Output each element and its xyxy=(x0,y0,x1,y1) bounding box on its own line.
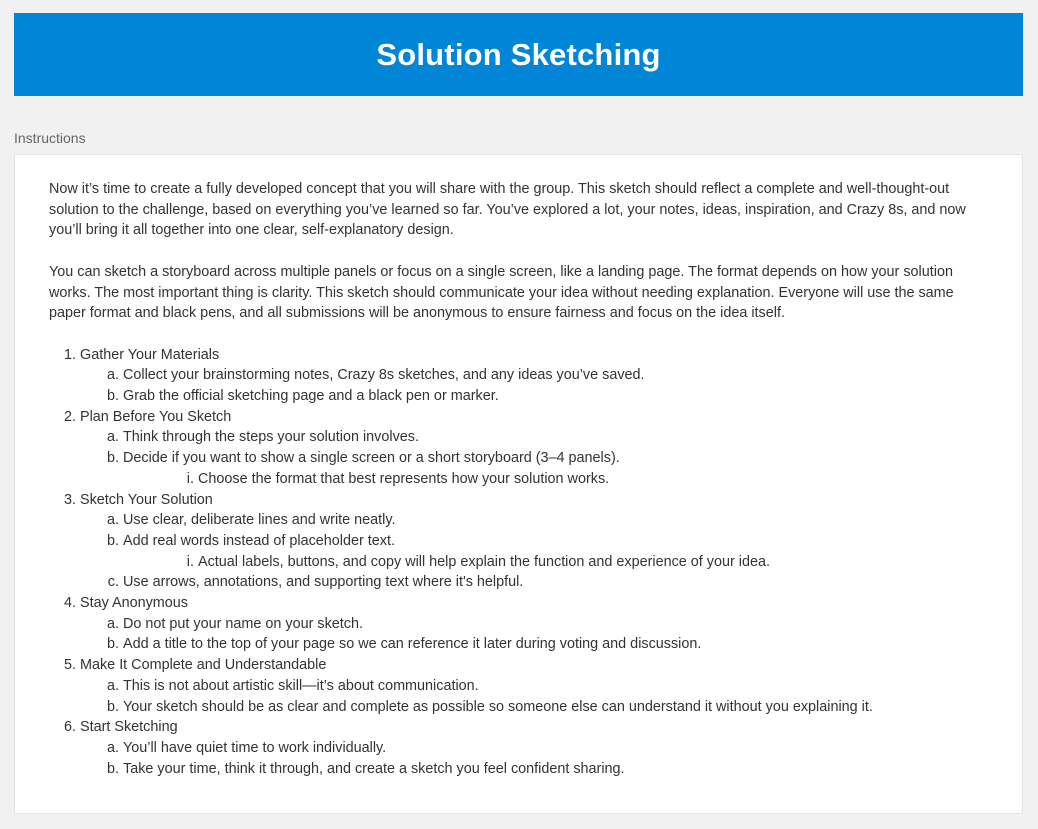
step-title: Stay Anonymous xyxy=(80,595,188,612)
step-subitem xyxy=(123,510,989,531)
page-title: Solution Sketching xyxy=(376,36,661,72)
step-subitem xyxy=(123,365,989,386)
step-subitem-text: You’ll have quiet time to work individually. xyxy=(123,739,387,756)
instructions-content xyxy=(49,179,989,779)
step-subitem-text: Your sketch should be as clear and complete as possible so someone else can understand it without you explaining it. xyxy=(123,698,873,715)
step-subitem-text: Think through the steps your solution involves. xyxy=(123,429,419,446)
step-detail-item: i. Actual labels, buttons, and copy will help explain the function and experience of your idea. xyxy=(198,552,989,573)
step-subitem xyxy=(123,738,989,759)
intro-paragraph: Now it’s time to create a fully developed concept that you will share with the group. This sketch should reflect a complete and well-thought-out solution to the challenge, based on everything you’ve learned so far. You’ve explored a lot, your notes, ideas, inspiration, and Crazy 8s, and now you’ll bring it all together into one clear, self-explanatory design. xyxy=(49,181,966,239)
steps-list xyxy=(49,345,989,780)
step-subitem xyxy=(123,427,989,448)
step-subitem xyxy=(123,386,989,407)
intro-paragraph: You can sketch a storyboard across multiple panels or focus on a single screen, like a landing page. The format depends on how your solution works. The most important thing is clarity. This sketch should communicate your idea without needing explanation. Everyone will use the same paper format and black pens, and all submissions will be anonymous to ensure fairness and focus on the idea itself. xyxy=(49,263,954,322)
step-subitem-text: Grab the official sketching page and a black pen or marker. xyxy=(123,388,499,404)
step-subitem xyxy=(123,448,989,489)
step-title: Make It Complete and Understandable xyxy=(80,657,327,674)
step-title: Sketch Your Solution xyxy=(80,491,213,508)
step-subitem xyxy=(123,531,989,572)
step-title: Plan Before You Sketch xyxy=(80,408,232,425)
step-subitem-text: This is not about artistic skill—it’s about communication. xyxy=(123,677,479,694)
step-item xyxy=(80,655,989,717)
step-subitem xyxy=(123,676,989,697)
step-subitem xyxy=(123,759,989,780)
step-subitem-text: Add real words instead of placeholder text. xyxy=(123,532,395,549)
step-subitem xyxy=(123,572,989,593)
step-title: Start Sketching xyxy=(80,719,178,736)
step-subitem xyxy=(123,614,989,635)
instructions-card xyxy=(14,154,1023,814)
step-item xyxy=(80,345,989,407)
step-item xyxy=(80,407,989,490)
step-subitem-text: Collect your brainstorming notes, Crazy 8s sketches, and any ideas you’ve saved. xyxy=(123,367,645,384)
step-subitem-text: Add a title to the top of your page so we can reference it later during voting and discussion. xyxy=(123,636,702,653)
step-item xyxy=(80,717,989,779)
step-title: Gather Your Materials xyxy=(80,346,220,363)
step-subitem-text: Decide if you want to show a single screen or a short storyboard (3–4 panels). xyxy=(123,450,620,467)
step-detail-item: i. Choose the format that best represents how your solution works. xyxy=(198,469,989,490)
step-item xyxy=(80,593,989,655)
page-header xyxy=(14,13,1023,96)
step-subitem-text: Do not put your name on your sketch. xyxy=(123,615,363,632)
step-subitem-text: Take your time, think it through, and create a sketch you feel confident sharing. xyxy=(123,760,625,777)
step-subitem xyxy=(123,697,989,718)
step-subitem-text: Use arrows, annotations, and supporting text where it's helpful. xyxy=(123,574,524,591)
step-item xyxy=(80,490,989,594)
section-label: Instructions xyxy=(14,130,86,146)
step-subitem-text: Use clear, deliberate lines and write neatly. xyxy=(123,512,396,529)
step-subitem xyxy=(123,634,989,655)
